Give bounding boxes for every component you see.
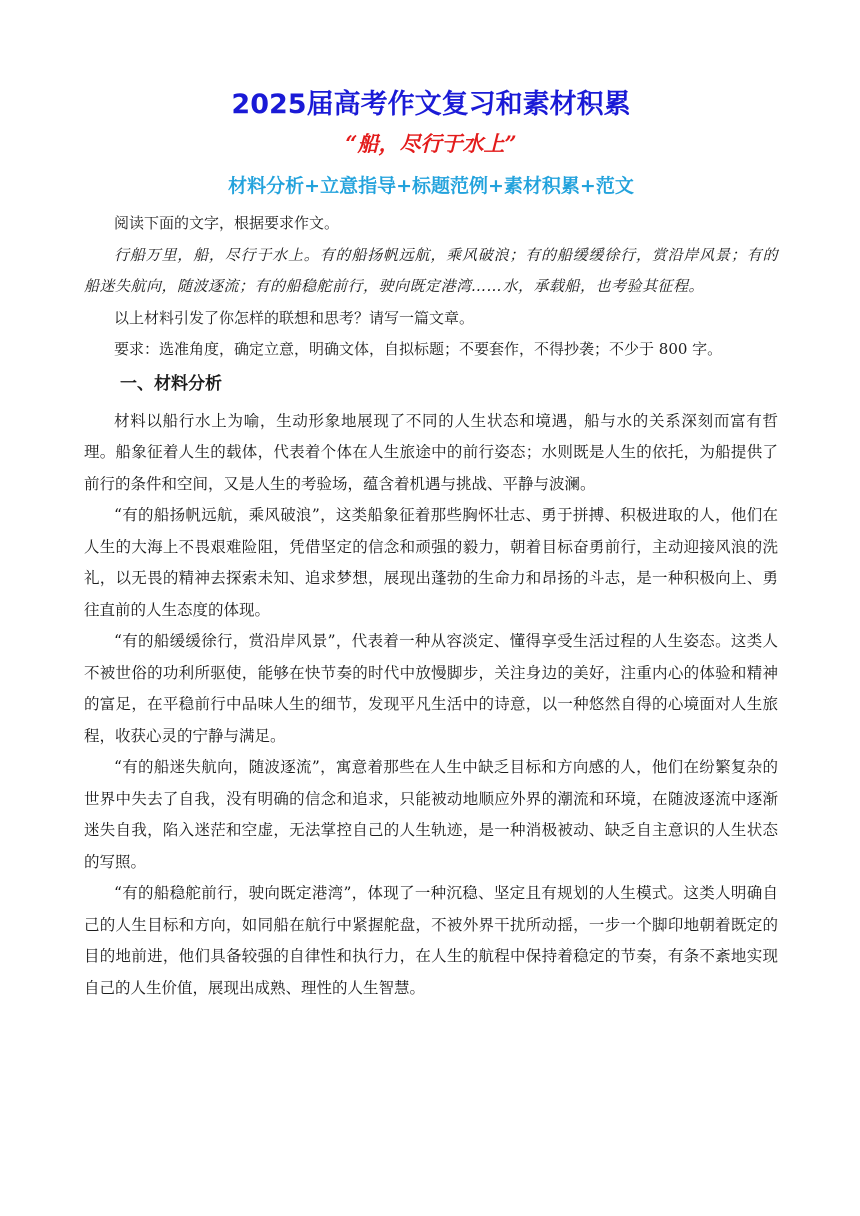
document-sub-subtitle: 材料分析+立意指导+标题范例+素材积累+范文 [228,175,634,197]
analysis-paragraph: 材料以船行水上为喻，生动形象地展现了不同的人生状态和境遇，船与水的关系深刻而富有哲理。船象征着人生的载体，代表着个体在人生旅途中的前行姿态；水则既是人生的依托，为船提供了前行的条件和空间，又是人生的考验场，蕴含着机遇与挑战、平静与波澜。 [84,411,778,493]
analysis-paragraph: “有的船缓缓徐行，赏沿岸风景”，代表着一种从容淡定、懂得享受生活过程的人生姿态。这类人不被世俗的功利所驱使，能够在快节奏的时代中放慢脚步，关注身边的美好，注重内心的体验和精神的富足，在平稳前行中品味人生的细节，发现平凡生活中的诗意，以一种悠然自得的心境面对人生旅程，收获心灵的宁静与满足。 [84,632,778,745]
analysis-paragraph: “有的船迷失航向，随波逐流”，寓意着那些在人生中缺乏目标和方向感的人，他们在纷繁复杂的世界中失去了自我，没有明确的信念和追求，只能被动地顺应外界的潮流和环境，在随波逐流中逐渐迷失自我，陷入迷茫和空虚，无法掌控自己的人生轨迹，是一种消极被动、缺乏自主意识的人生状态的写照。 [84,758,778,871]
document-title: 2025届高考作文复习和素材积累 [231,89,631,120]
requirements-paragraph: 要求：选准角度，确定立意，明确文体，自拟标题；不要套作，不得抄袭；不少于 800 字。 [114,340,723,358]
question-paragraph: 以上材料引发了你怎样的联想和思考？请写一篇文章。 [114,308,475,327]
prompt-material-paragraph: 行船万里，船，尽行于水上。有的船扬帆远航，乘风破浪；有的船缓缓徐行，赏沿岸风景；有的船迷失航向，随波逐流；有的船稳舵前行，驶向既定港湾……水，承载船，也考验其征程。 [84,245,778,295]
document-subtitle: “船，尽行于水上” [345,131,517,156]
section-heading-analysis: 一、材料分析 [120,373,222,394]
analysis-paragraph: “有的船稳舵前行，驶向既定港湾”，体现了一种沉稳、坚定且有规划的人生模式。这类人明确自己的人生目标和方向，如同船在航行中紧握舵盘，不被外界干扰所动摇，一步一个脚印地朝着既定的目的地前进，他们具备较强的自律性和执行力，在人生的航程中保持着稳定的节奏，有条不紊地实现自己的人生价值，展现出成熟、理性的人生智慧。 [84,884,778,997]
document-page [84,84,778,1004]
intro-paragraph: 阅读下面的文字，根据要求作文。 [114,214,340,232]
analysis-paragraph: “有的船扬帆远航，乘风破浪”，这类船象征着那些胸怀壮志、勇于拼搏、积极进取的人，他们在人生的大海上不畏艰难险阻，凭借坚定的信念和顽强的毅力，朝着目标奋勇前行，主动迎接风浪的洗礼，以无畏的精神去探索未知、追求梦想，展现出蓬勃的生命力和昂扬的斗志，是一种积极向上、勇往直前的人生态度的体现。 [84,506,778,619]
analysis-section [84,406,778,1005]
